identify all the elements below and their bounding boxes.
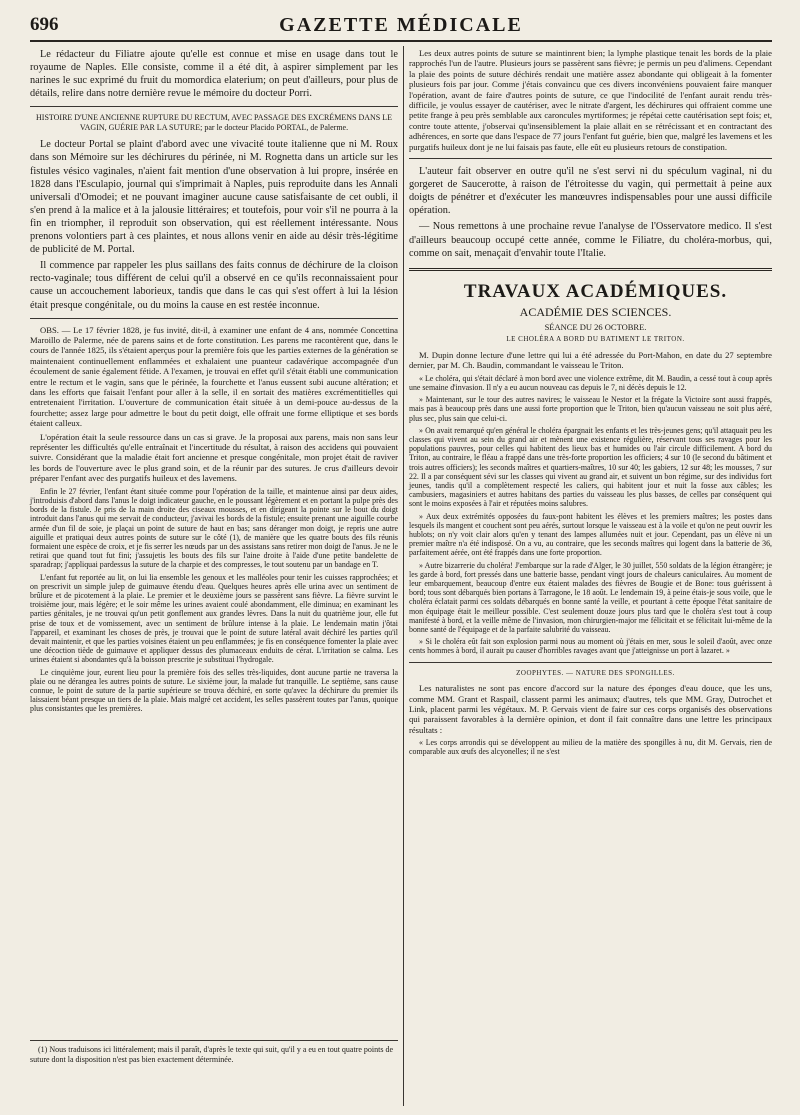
separator <box>30 106 398 107</box>
article-paragraph: M. Dupin donne lecture d'une lettre qui lui a été adressée du Port-Mahon, en date du 27 septembre dernier, par M. Ch. Baudin, commandant le vaisseau le Triton. <box>409 349 772 371</box>
separator <box>30 318 398 319</box>
section-heading: TRAVAUX ACADÉMIQUES. <box>463 280 728 302</box>
letter-paragraph: » On avait remarqué qu'en général le choléra épargnait les enfants et les très-jeunes gens; qu'il attaquait peu les classes qui vivent au sein du grand air et mènent une existence régulière, réservant tous ses ravages pour les populations pauvres, pour celles qui habitent des lieux bas et humides ou l'air circule difficilement. A bord du Triton, au contraire, le fléau a frappé dans une très-forte proportion les officiers; 4 sur 10 (le second du bâtiment et trois autres officiers); les seconds maîtres et quartiers-maîtres, 10 sur 40; les gabiers, 12 sur 48; les mousses, 7 sur 22. Il a par conséquent sévi sur les classes qui vivent au grand air, et suivent un bon régime, sur des individus fort jeunes, tandis qu'il a complètement respecté les caliers, qui habitent jour et nuit la fosse aux câbles; les cambusiers, magasiniers et autres habitans des parties du vaisseau les plus basses, de celles par conséquent qui sont le moins exposées à l'air et réputées moins salubres. <box>409 425 772 509</box>
letter-paragraph: » Aux deux extrémités opposées du faux-pont habitent les élèves et les premiers maîtres; les postes dans lesquels ils mangent et couchent sont peu aérés, surtout lorsque le vaisseau est à la voile et qu'on ne peut ouvrir les hublots; on n'y voit clair alors qu'en y tenant des lampes allumées nuit et jour. Cependant, pas un élève ni un premier maître n'a été indisposé. On a vu, au contraire, que les seconds maîtres qui logent dans la batterie de 36, parfaitement aérée, ont été frappés dans une forte proportion. <box>409 511 772 558</box>
separator <box>409 158 772 159</box>
observation-paragraph: OBS. — Le 17 février 1828, je fus invité, dit-il, à examiner une enfant de 4 ans, nommée Concettina Maroillo de Palerme, née de parens sains et de forte constitution. Les parens me racontèrent que, dans le cours de l'année 1825, ils s'étaient aperçus pour la première fois que les parties externes de la génération se maintenaient continuellement enflammées et exhalaient une puanteur cadavérique accompagnée d'un écoulement de sanie également fétide. A l'examen, je trouvai en effet qu'il s'était établi une communication entre le rectum et le vagin, sans que le périnée, la fourchette et l'anus eussent subi aucune altération; et dans les efforts que faisait l'enfant pour aller à la selle, il en sortait des matières excrémentitielles qui entretenaient l'irritation. L'ouverture de communication était située à un demi-pouce au-dessus de la fourchette; assez large pour admettre le bout du petit doigt, elle offrait une forme elliptique et ses bords étaient calleux. <box>30 324 398 429</box>
page-header <box>30 14 772 42</box>
page-number: 696 <box>30 14 59 35</box>
right-column <box>409 48 772 760</box>
letter-paragraph: « Le choléra, qui s'était déclaré à mon bord avec une violence extrême, dit M. Baudin, a cessé tout à coup après une semaine d'invasion. Il n'y a eu aucun nouveau cas depuis le 7, ni décès depuis le 12. <box>409 373 772 392</box>
letter-paragraph: » Maintenant, sur le tour des autres navires; le vaisseau le Nestor et la frégate la Victoire sont aussi frappés, mais pas à beaucoup près dans une aussi forte proportion que le Triton, bien qu'aucun vaisseau ne soit plus aéré, plus sec, plus sain que celui-ci. <box>409 395 772 423</box>
letter-paragraph: « Les corps arrondis qui se développent au milieu de la matière des spongilles à nu, dit M. Gervais, rien de comparable aux œufs des alcyonelles; il ne s'est <box>409 738 772 757</box>
observation-paragraph: L'enfant fut reportée au lit, on lui lia ensemble les genoux et les malléoles pour tenir les cuisses rapprochées; et on prescrivit un simple julep de guimauve étendu d'eau. Quelques heures après elle urina avec un sentiment de brûlure et de picotement à la plaie. Le premier et le deuxième jours se passèrent sans fièvre. La fièvre survint le troisième jour, mais légère; et le soir même les urines avaient coulé abondamment, elle diminua; en examinant les parties génitales, je ne trouvai qu'un petit gonflement aux grandes lèvres. Dans la nuit du quatrième jour, elle fut prise de toux et de vomissement, avec un sentiment de brûlure intense à la plaie. Le lendemain matin j'ôtai l'appareil, et examinant les choses de près, je trouvai que le point de suture latéral avait déchiré les parties qu'il devait maintenir, et que les parties voisines étaient un peu enflammées; je fis en conséquence fomenter la plaie avec une décoction tiède de guimauve et appliquer dessus des plumaceaux enduits de cérat. L'irritation se calma. Les urines étaient si abondantes qu'à la boisson prescrite je substituai l'hydrogale. <box>30 572 398 665</box>
article-paragraph: Il commence par rappeler les plus saillans des faits connus de déchirure de la cloison recto-vaginale; tous différent de celui qu'il a observé en ce qu'ils reconnaissaient pour cause un accouchement laborieux, tandis que dans le cas qui s'est offert à lui la lésion était presque congénitale, ou du moins la cause en est restée inconnue. <box>30 260 398 311</box>
article-paragraph: Les naturalistes ne sont pas encore d'accord sur la nature des éponges d'eau douce, que les uns, comme MM. Grant et Raspail, classent parmi les animaux; d'autres, tels que MM. Gray, Dutrochet et Link, placent parmi les végétaux. M. P. Gervais vient de faire sur ces corps organisés des observations qui paraissent favorables à la dernière opinion, et dont il fait connaître dans une lettre les principaux résultats : <box>409 683 772 735</box>
column-divider <box>403 46 404 1106</box>
journal-title: GAZETTE MÉDICALE <box>279 14 523 36</box>
observation-paragraph: Le cinquième jour, eurent lieu pour la première fois des selles très-liquides, dont aucune partie ne traversa la plaie ou ne dérangea les autres points de suture. Le sixième jour, la malade fut tranquille. Le septième, sans cause connue, le point de suture de la partie supérieure se trouva déchiré, en sorte qu'avec la déchirure du premier ils laissaient béant presque un tiers de la plaie. Mais malgré cet accident, les selles passèrent toutes par l'anus, quoique plus consistantes que les premières. <box>30 667 398 714</box>
article-paragraph: L'auteur fait observer en outre qu'il ne s'est servi ni du spéculum vaginal, ni du gorgeret de Saucerotte, à raison de l'étroitesse du vagin, qui permettait à peine aux doigts de pénétrer et d'exécuter les manœuvres indispensables pour une aussi difficile opération. <box>409 166 772 217</box>
session-heading: SÉANCE DU 26 OCTOBRE. <box>544 321 647 332</box>
article-title: LE CHOLÉRA A BORD DU BATIMENT LE TRITON. <box>506 335 685 344</box>
left-column <box>30 48 398 717</box>
article-title: HISTOIRE D'UNE ANCIENNE RUPTURE DU RECTUM, AVEC PASSAGE DES EXCRÉMENS DANS LE VAGIN, GUÉRIE PAR LA SUTURE; par le docteur Placido PORTAL, de Palerme. <box>36 113 392 133</box>
footnote <box>30 1040 398 1068</box>
footnote-text: (1) Nous traduisons ici littéralement; mais il paraît, d'après le texte qui suit, qu'il y a eu en tout quatre points de suture dont la disposition n'est pas bien exactement déterminée. <box>30 1045 394 1064</box>
separator <box>409 662 772 663</box>
observation-paragraph: Enfin le 27 février, l'enfant étant située comme pour l'opération de la taille, et maintenue ainsi par deux aides, j'introduisis d'abord dans l'anus le doigt indicateur gauche, en le poussant légèrement et en portant la pulpe près des bords de la fistule. Je pris de la main droite des ciseaux mousses, et en dirigeant la pointe sur le bout du doigt introduit dans l'anus qui me servait de conducteur, j'avivai les bords de la fistule; ensuite prenant une aiguille courbe armée d'un fil de soie, je plaçai un point de suture de haut en bas; sans déranger mon doigt, je repris une autre aiguille et pratiquai deux autres points de suture sur le côté (1), de manière que les quatre bouts des fils réunis formaient une espèce de croix, et je fis serrer les nœuds par un des assistans sans retirer mon doigt de l'anus. Je ne le retirai que quand tout fut fini; j'assujetis les bouts des fils sur l'aine droite à l'aide d'une petite bandelette de sparadrap; j'appliquai pardessus la suture de la charpie et des compresses, le tout soutenu par un bandage en T. <box>30 486 398 570</box>
letter-paragraph: » Si le choléra eût fait son explosion parmi nous au moment où j'étais en mer, sous le soleil d'août, avec onze cents hommes à bord, il aurait pu causer d'horribles ravages avant que j'atteignisse un port à lazaret. » <box>409 637 772 656</box>
article-paragraph: — Nous remettons à une prochaine revue l'analyse de l'Osservatore medico. Il s'est d'ailleurs beaucoup occupé cette année, comme le Filiatre, du choléra-morbus, qui, comme on sait, menaçait d'envahir toute l'Italie. <box>409 221 772 259</box>
intro-paragraph: Le rédacteur du Filiatre ajoute qu'elle est connue et mise en usage dans tout le royaume de Naples. Elle consiste, comme il a été dit, à aspirer simplement par les narines le suc exprimé du fruit du momordica elaterium; on peut d'ailleurs, pour plus de détails, relire dans notre dernière revue le mémoire du docteur Porri. <box>30 49 398 100</box>
article-paragraph: Le docteur Portal se plaint d'abord avec une vivacité toute italienne que ni M. Roux dans son Mémoire sur les déchirures du périnée, ni M. Rognetta dans un article sur les fistules vésico vaginales, n'aient fait mention d'une observation à lui propre, insérée en 1828 dans l'Esculapio, journal qui s'imprimait à Naples, puis reproduite dans les Annali universali d'Omodei; et ne pouvant imaginer aucune cause satisfaisante de cet oubli, il s'en prend à la malice et à la jalousie littéraires; et toutefois, pour voir s'il ne pourra à la fin en triompher, il reproduit son observation, qui est réellement intéressante. Nous prenons volontiers part à ces plaintes, et nous allons venir en aide au désir très-légitime de publicité de M. Portal. <box>30 139 398 256</box>
section-separator <box>409 268 772 271</box>
academy-heading: ACADÉMIE DES SCIENCES. <box>519 304 672 319</box>
article-paragraph: Les deux autres points de suture se maintinrent bien; la lymphe plastique tenait les bords de la plaie rapprochés l'un de l'autre. Plusieurs jours se passèrent sans fièvre; je permis un peu d'alimens. Cependant la plaie des points de suture déchirés rendait une matière assez abondante qui obligeait à la fomenter plusieurs fois par jour. Comme j'étais convaincu que ces divers inconvéniens pouvaient faire manquer l'opération, avant de faire d'autres points de suture, ce que l'indocilité de l'enfant aurait rendu très-difficile, je voulus essayer de cautériser, avec le nitrate d'argent, les déchirures qui offraient comme une petite frange à peu près semblable aux caroncules myrtiformes; je répétai cette cautérisation sept fois; et, contre toute attente, j'observai qu'insensiblement la plaie allait en se rétrécissant et en contractant des adhérences, en sorte que dans l'espace de 77 jours l'enfant fut guérie, bien que, malgré les lavemens et les purgatifs huileux dont je ne lui faisais pas faute, elle eût eu plusieurs retours de constipation. <box>409 48 772 152</box>
observation-paragraph: L'opération était la seule ressource dans un cas si grave. Je la proposai aux parens, mais non sans leur représenter les difficultés qu'elle entraînait et l'incertitude du résultat, à raison des accidens qui pouvaient suivre. Considérant que la maladie était fort ancienne et presque congénitale, mon projet était de raviver les bords de l'ouverture avec le plus grand soin, et de la réunir par des sutures. Je crus d'ailleurs devoir préparer l'enfant avec des purgatifs huileux et des lavemens. <box>30 431 398 484</box>
letter-paragraph: » Autre bizarrerie du choléra! J'embarque sur la rade d'Alger, le 30 juillet, 550 soldats de la légion étrangère; je les garde à bord, fort pressés dans une batterie basse, pendant vingt jours de chaleurs caniculaires. Au moment de leur embarquement, beaucoup d'entre eux étaient malades des fièvres de Bougie et de Bone: tous guérissent à bord; tous sont débarqués bien portans à Tarragone, le 18 août. Le lendemain 19, à peine étais-je sous voile, que le choléra éclatait parmi ces soldats débarqués en bonne santé la veille, et pourtant à cette époque l'état sanitaire de mon équipage était le meilleur possible. C'est seulement douze jours plus tard que le choléra s'est tout à coup manifesté à bord, et la veille même de l'invasion, mon chirurgien-major me félicitait et se félicitait lui-même de la bonne santé de l'équipage et de la parfaite salubrité du vaisseau. <box>409 560 772 634</box>
article-title: ZOOPHYTES. — NATURE DES SPONGILLES. <box>516 668 675 677</box>
